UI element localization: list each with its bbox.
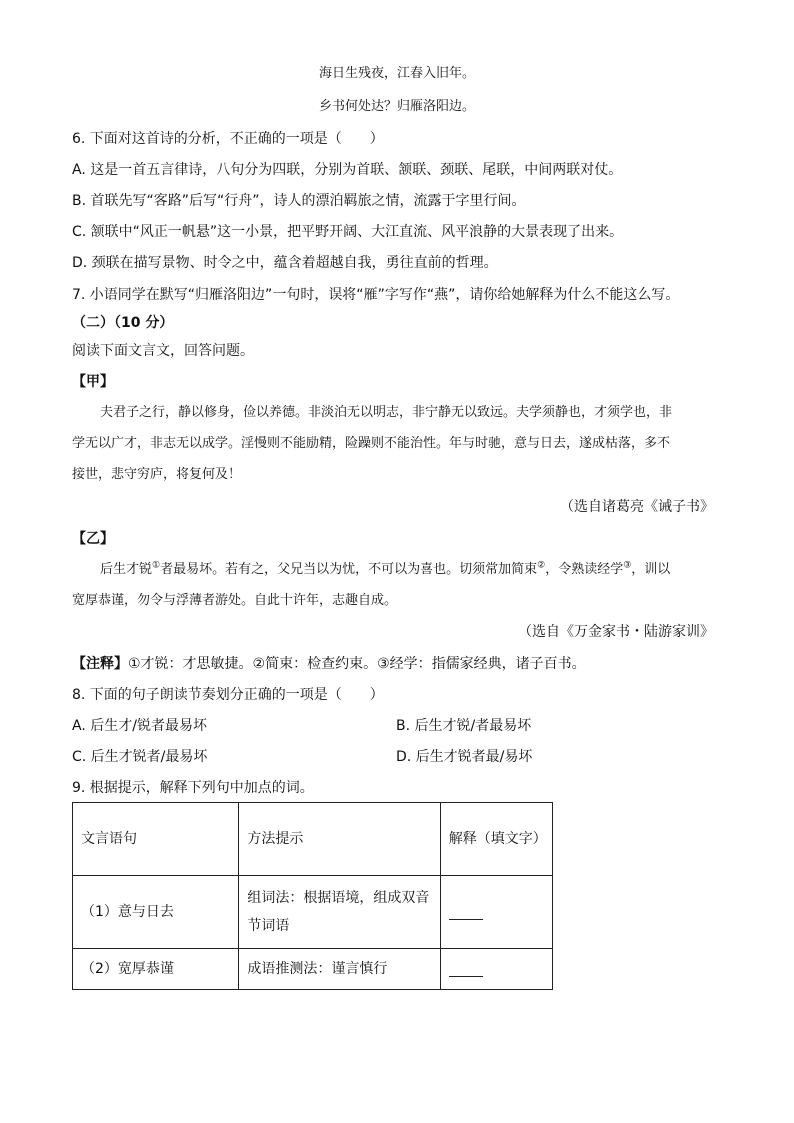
yi-source: （选自《万金家书・陆游家训》 — [518, 624, 714, 640]
q6-option-c: C. 颔联中“风正一帆悬”这一小景，把平野开阔、大江直流、风平浪静的大景表现了出来。 — [72, 224, 624, 240]
q8-stem: 8. 下面的句子朗读节奏划分正确的一项是（ ） — [72, 687, 384, 703]
poem-line-3: 海日生残夜，江春入旧年。 — [318, 66, 475, 81]
yi-text-part-1: 后生才锐 — [100, 562, 153, 577]
table-header-row — [73, 803, 553, 876]
answer-blank-cell[interactable] — [440, 949, 552, 990]
q8-option-d: D. 后生才锐者最/易坏 — [396, 749, 533, 765]
table-cell-hint: 成语推测法：谨言慎行 — [239, 949, 440, 990]
q6-option-d: D. 颈联在描写景物、时令之中，蕴含着超越自我，勇往直前的哲理。 — [72, 255, 498, 271]
q9-table — [72, 802, 553, 990]
yi-text-part-2: 者最易坏。若有之，父兄当以为忧，不可以为喜也。切须常加简束 — [160, 562, 538, 577]
table-row — [73, 949, 553, 990]
q7-stem: 7. 小语同学在默写“归雁洛阳边”一句时，误将“雁”字写作“燕”，请你给她解释为什么不能这么写。 — [72, 287, 680, 303]
q8-option-b: B. 后生才锐/者最易坏 — [396, 718, 532, 734]
notes-text: ①才锐：才思敏捷。②简束：检查约束。③经学：指儒家经典，诸子百书。 — [128, 656, 586, 672]
note-marker-2: ② — [537, 560, 546, 571]
poem-line-4: 乡书何处达？归雁洛阳边。 — [318, 99, 475, 114]
yi-text-part-4: ，训以 — [631, 562, 671, 577]
table-cell-sentence: （2）宽厚恭谨 — [73, 949, 239, 990]
q6-option-a: A. 这是一首五言律诗，八句分为四联，分别为首联、颔联、颈联、尾联，中间两联对仗。 — [72, 162, 623, 178]
jia-paragraph-line-2: 学无以广才，非志无以成学。淫慢则不能励精，险躁则不能治性。年与时驰，意与日去，遂成枯落，多不 — [72, 436, 671, 451]
note-marker-3: ③ — [623, 560, 632, 571]
yi-paragraph-line-1 — [100, 560, 670, 580]
answer-blank-2[interactable] — [449, 962, 483, 977]
section2-heading: （二）（10 分） — [72, 315, 174, 331]
table-header-cell: 文言语句 — [73, 803, 239, 876]
notes-label: 【注释】 — [72, 656, 128, 672]
yi-text-part-3: ，令熟读经学 — [545, 562, 624, 577]
jia-source: （选自诸葛亮《诫子书》 — [560, 499, 714, 515]
q6-stem: 6. 下面对这首诗的分析，不正确的一项是（ ） — [72, 131, 384, 147]
section2-intro: 阅读下面文言文，回答问题。 — [72, 343, 254, 359]
yi-label: 【乙】 — [72, 531, 114, 547]
jia-paragraph-line-1: 夫君子之行，静以修身，俭以养德。非淡泊无以明志，非宁静无以致远。夫学须静也，才须学也，非 — [100, 405, 673, 420]
table-cell-hint: 组词法：根据语境，组成双音节词语 — [239, 876, 440, 949]
table-header-cell: 方法提示 — [239, 803, 440, 876]
note-marker-1: ① — [152, 560, 161, 571]
notes — [72, 654, 586, 674]
q6-option-b: B. 首联先写“客路”后写“行舟”，诗人的漂泊羁旅之情，流露于字里行间。 — [72, 193, 526, 209]
table-header-cell: 解释（填文字） — [440, 803, 552, 876]
yi-paragraph-line-2: 宽厚恭谨，勿令与浮薄者游处。自此十许年，志趣自成。 — [72, 593, 398, 608]
table-cell-sentence: （1）意与日去 — [73, 876, 239, 949]
q9-stem: 9. 根据提示，解释下列句中加点的词。 — [72, 780, 314, 796]
table-row — [73, 876, 553, 949]
jia-paragraph-line-3: 接世，悲守穷庐，将复何及！ — [72, 467, 242, 482]
q8-option-a: A. 后生才/锐者最易坏 — [72, 718, 207, 734]
answer-blank-1[interactable] — [449, 905, 483, 920]
q8-option-c: C. 后生才锐者/最易坏 — [72, 749, 208, 765]
answer-blank-cell[interactable] — [440, 876, 552, 949]
jia-label: 【甲】 — [72, 374, 114, 390]
